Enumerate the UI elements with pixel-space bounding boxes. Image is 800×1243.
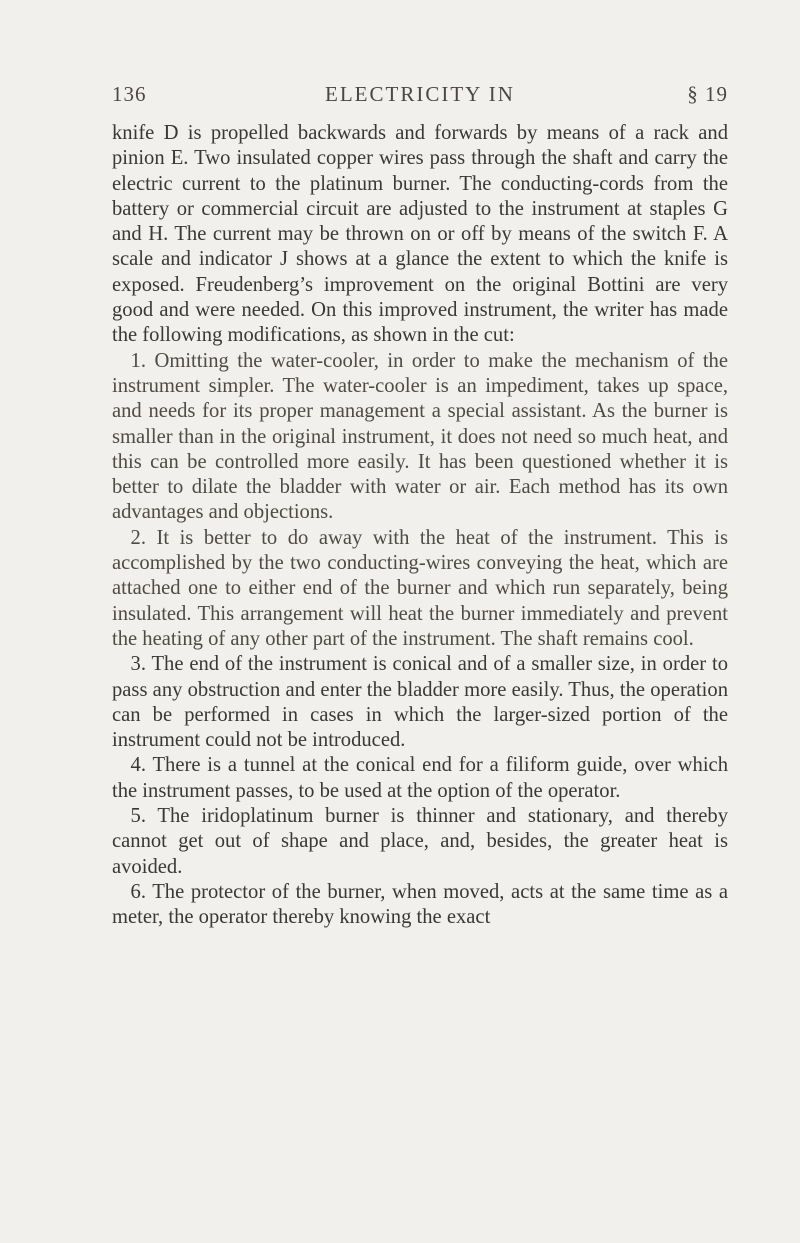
- running-header: [112, 82, 728, 107]
- body-text: [112, 121, 728, 931]
- section-marker: § 19: [687, 82, 728, 106]
- running-title: ELECTRICITY IN: [325, 82, 515, 106]
- paragraph-item-4: 4. There is a tunnel at the conical end for a filiform guide, over which the instrument passes, to be used at the option of the operator.: [112, 754, 728, 802]
- paragraph-item-1: 1. Omitting the water-cooler, in order to make the mechanism of the instrument simpler. The water-cooler is an impediment, takes up space, and needs for its proper management a special assistant. As the burner is smaller than in the original instrument, it does not need so much heat, and this can be controlled more easily. It has been questioned whether it is better to dilate the bladder with water or air. Each method has its own advantages and objections.: [112, 349, 728, 524]
- paragraph-item-5: 5. The iridoplatinum burner is thinner and stationary, and thereby cannot get out of shape and place, and, besides, the greater heat is avoided.: [112, 805, 728, 878]
- paragraph-item-2: 2. It is better to do away with the heat of the instrument. This is accomplished by the two conducting-wires conveying the heat, which are attached one to either end of the burner and which run separately, being insulated. This arrangement will heat the burner immediately and prevent the heating of any other part of the instrument. The shaft remains cool.: [112, 526, 728, 650]
- paragraph-intro: knife D is propelled backwards and forwards by means of a rack and pinion E. Two insulated copper wires pass through the shaft and carry the electric current to the platinum burner. The conducting-cords from the battery or commercial circuit are adjusted to the instrument at staples G and H. The current may be thrown on or off by means of the switch F. A scale and indicator J shows at a glance the extent to which the knife is exposed. Freudenberg’s improvement on the original Bottini are very good and were needed. On this improved instrument, the writer has made the following modifications, as shown in the cut:: [112, 122, 728, 347]
- paragraph-item-3: 3. The end of the instrument is conical and of a smaller size, in order to pass any obstruction and enter the bladder more easily. Thus, the operation can be performed in cases in which the larger-sized portion of the instrument could not be introduced.: [112, 653, 728, 752]
- page-number: 136: [112, 82, 147, 106]
- paragraph-item-6: 6. The protector of the burner, when moved, acts at the same time as a meter, the operator thereby knowing the exact: [112, 880, 728, 929]
